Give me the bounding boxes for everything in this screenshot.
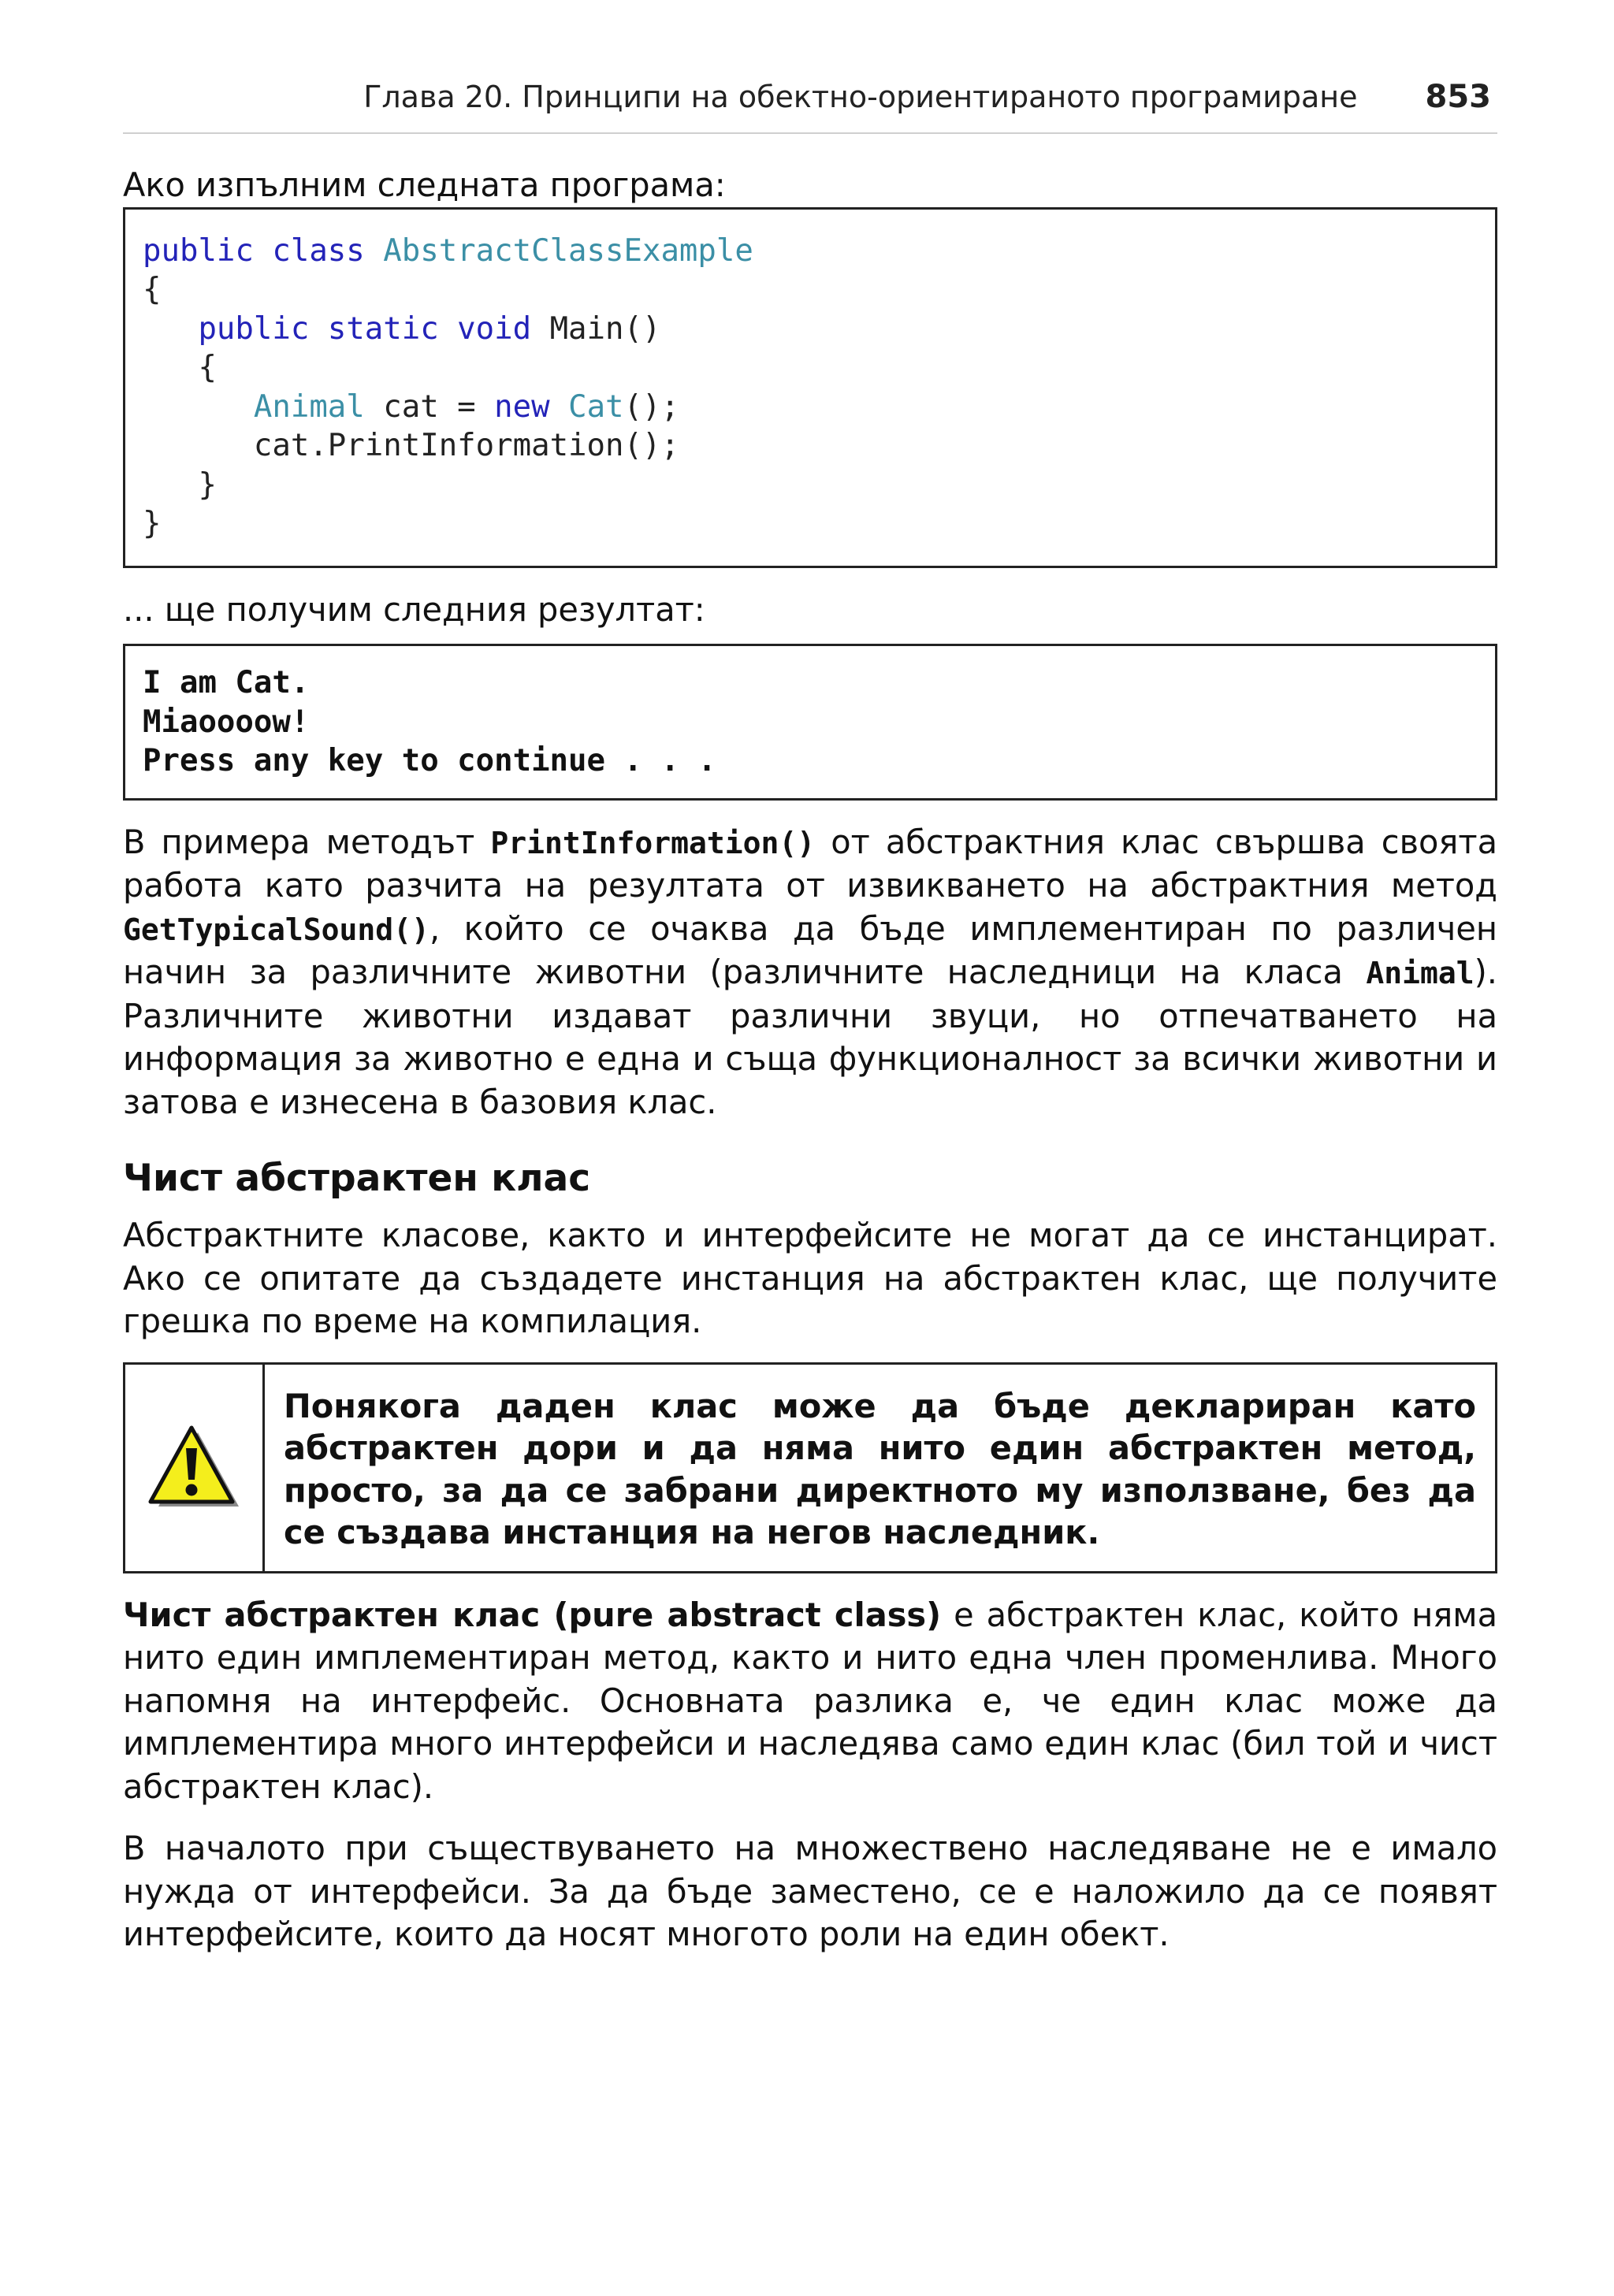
code-brace: { (143, 272, 162, 307)
console-output (123, 644, 1497, 801)
code-class-name: AbstractClassExample (383, 232, 753, 269)
inline-code: PrintInformation() (490, 825, 816, 860)
page (123, 79, 1497, 1956)
warning-icon-cell (125, 1365, 265, 1571)
paragraph-instantiation: Абстрактните класове, както и интерфейсите не могат да се инстанцират. Ако се опитате да създадете инстанция на абстрактен клас, ще получите грешка по време на компилация. (123, 1216, 1497, 1340)
section-heading: Чист абстрактен клас (123, 1157, 591, 1200)
intro-text: Ако изпълним следната програма: (123, 165, 726, 204)
text-run: В примера методът (123, 822, 491, 861)
text-run: от абстрактния клас свършва своята работа като разчита на резултата от извикването на абстрактния метод (123, 822, 1498, 905)
text-run: , който се очаква да бъде имплементиран по различен начин за различните животни (различните наследници на класа (123, 908, 1497, 991)
paragraph-pure-abstract (123, 1594, 1497, 1809)
inline-code: GetTypicalSound() (123, 912, 430, 947)
page-number: 853 (1425, 79, 1491, 115)
paragraph-multiple-inheritance: В началото при съществуването на множествено наследяване не е имало нужда от интерфейси. За да бъде заместено, се е наложило да се появят интерфейсите, които да носят многото роли на един обект. (123, 1829, 1497, 1953)
code-text: cat = (364, 388, 495, 425)
running-header (123, 79, 1497, 134)
warning-box (123, 1362, 1497, 1573)
output-line: Press any key to continue . . . (143, 743, 716, 778)
code-keyword: public static void (198, 310, 532, 347)
code-type: Animal (253, 388, 365, 425)
code-brace: { (198, 350, 217, 385)
text-run: е абстрактен клас, който няма нито един имплементиран метод, както и нито една член променлива. Много напомня на интерфейс. Основната разлика е, че един клас може да имплементира много интерфейси и наследява само един клас (бил той и чист абстрактен клас). (123, 1595, 1498, 1806)
result-intro: ... ще получим следния резултат: (123, 589, 705, 629)
code-keyword: public class (143, 232, 365, 269)
code-type: Cat (568, 388, 624, 425)
output-line: I am Cat. (143, 665, 310, 700)
output-line: Miaoooow! (143, 704, 310, 740)
term-bold: Чист абстрактен клас (pure abstract class) (123, 1595, 942, 1634)
code-text: (); (623, 388, 679, 425)
chapter-title: Глава 20. Принципи на обектно-ориентираното програмиране (363, 80, 1358, 114)
warning-triangle-icon (147, 1425, 240, 1511)
code-brace: } (198, 466, 217, 503)
code-call: cat.PrintInformation(); (253, 428, 679, 463)
code-method: Main() (549, 310, 661, 347)
warning-text: Понякога даден клас може да бъде деклариран като абстрактен дори и да няма нито един абстрактен метод, просто, за да се забрани директното му използване, без да се създава инстанция на негов наследник. (284, 1386, 1476, 1551)
paragraph-method-explanation (123, 821, 1497, 1124)
inline-code: Animal (1366, 956, 1475, 990)
text-run: ). Различните животни издават различни звуци, но отпечатването на информация за животно е една и съща функционалност за всички животни и затова е изнесена в базовия клас. (123, 953, 1497, 1121)
code-brace: } (143, 506, 162, 541)
code-block (123, 207, 1497, 568)
code-keyword: new (494, 388, 550, 425)
